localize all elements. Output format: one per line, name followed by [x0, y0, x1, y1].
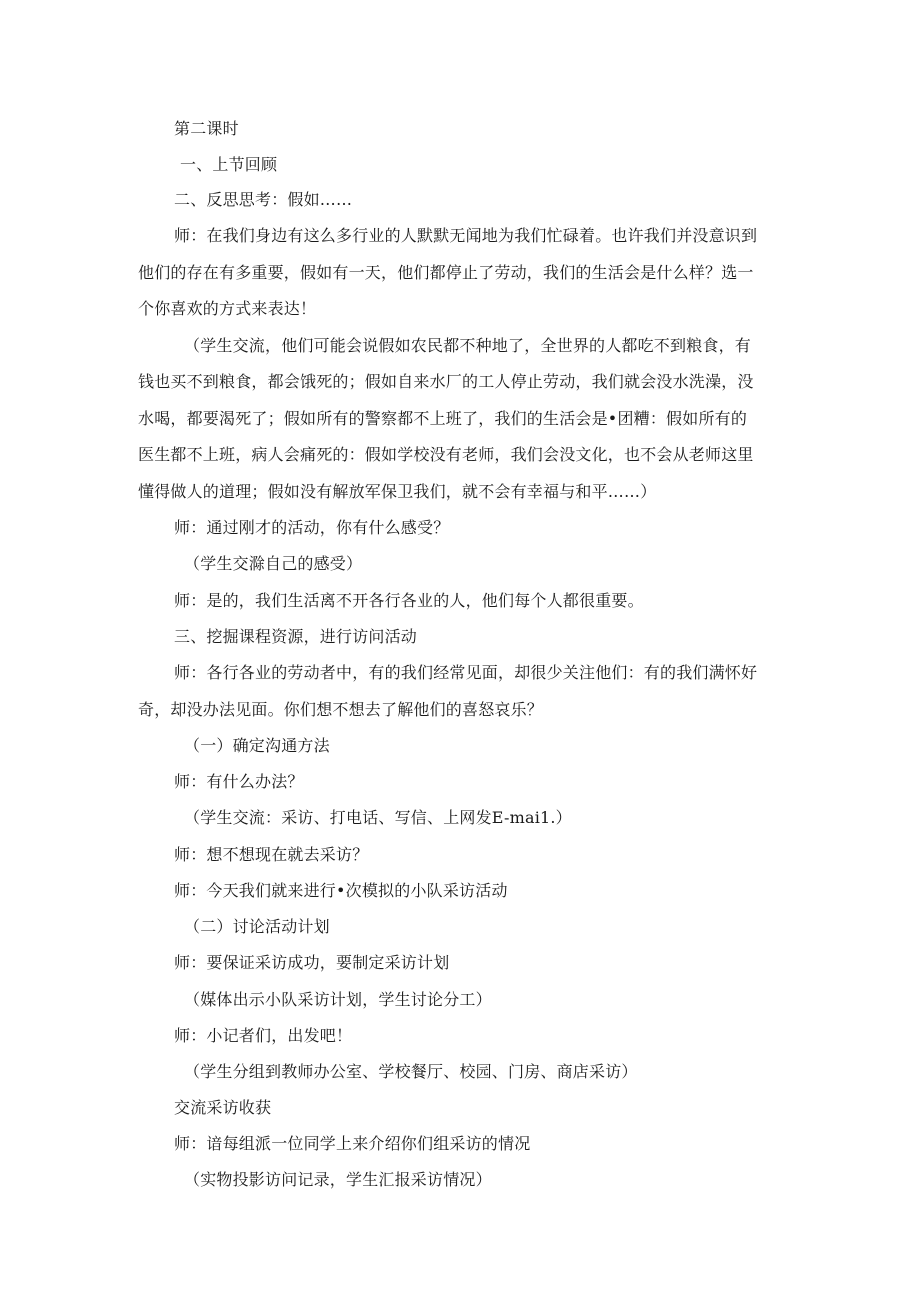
paragraph-line: 钱也买不到粮食，都会饿死的；假如自来水厂的工人停止劳动，我们就会没水洗澡，没 — [138, 372, 754, 391]
paragraph-line: 医生都不上班，病人会痛死的：假如学校没有老师，我们会没文化，也不会从老师这里 — [138, 445, 754, 464]
paragraph-line: 个你喜欢的方式来表达！ — [138, 299, 317, 318]
heading-resources: 三、挖掘课程资源，进行访问活动 — [174, 627, 418, 646]
paragraph-line: 师：是的，我们生活离不开各行各业的人，他们每个人都很重要。 — [174, 591, 644, 610]
paragraph-line: （学生交流，他们可能会说假如农民都不种地了，全世界的人都吃不到粮食，有 — [184, 336, 752, 355]
section-title: 第二课时 — [174, 119, 239, 138]
paragraph-line: 懂得做人的道理；假如没有解放军保卫我们，就不会有幸福与和平……） — [138, 482, 657, 501]
paragraph-line: 奇，却没办法见面。你们想不想去了解他们的喜怒哀乐？ — [138, 700, 544, 719]
heading-review: 一、上节回顾 — [180, 155, 278, 174]
paragraph-line: 师：小记者们，出发吧！ — [174, 1026, 353, 1045]
paragraph-line: （学生分组到教师办公室、学校餐厅、校园、门房、商店采访） — [184, 1062, 638, 1081]
paragraph-line: 师：有什么办法？ — [174, 772, 304, 791]
heading-reflection: 二、反思思考：假如…… — [174, 190, 353, 209]
paragraph-line: 师：在我们身边有这么多行业的人默默无闻地为我们忙碌着。也许我们并没意识到 — [174, 226, 758, 245]
paragraph-line: 师：各行各业的劳动者中，有的我们经常见面，却很少关注他们：有的我们满怀好 — [174, 663, 758, 682]
paragraph-line: 师：想不想现在就去采访？ — [174, 845, 369, 864]
paragraph-line: 师：谙每组派一位同学上来介绍你们组采访的情况 — [174, 1134, 531, 1153]
subheading-communication: （一）确定沟通方法 — [184, 736, 330, 755]
paragraph-line: 师：今天我们就来进行•次模拟的小队采访活动 — [174, 881, 508, 900]
paragraph-line: 水喝，都要渴死了；假如所有的警察都不上班了，我们的生活会是•团糟：假如所有的 — [138, 409, 748, 428]
paragraph-line: 师：要保证采访成功，要制定采访计划 — [174, 953, 450, 972]
heading-harvest: 交流采访收获 — [174, 1098, 272, 1117]
paragraph-line: 师：通过刚才的活动，你有什么感受？ — [174, 518, 450, 537]
paragraph-line: （学生交流：采访、打电话、写信、上网发E-mai1.） — [184, 808, 572, 827]
paragraph-line: （实物投影访问记录，学生汇报采访情况） — [184, 1170, 492, 1189]
paragraph-line: （学生交滁自己的感受） — [184, 554, 363, 573]
paragraph-line: 他们的存在有多重要，假如有一天，他们都停止了劳动，我们的生活会是什么样？选一 — [138, 263, 754, 282]
paragraph-line: （媒体出示小队采访计划，学生讨论分工） — [184, 990, 492, 1009]
subheading-plan: （二）讨论活动计划 — [184, 917, 330, 936]
